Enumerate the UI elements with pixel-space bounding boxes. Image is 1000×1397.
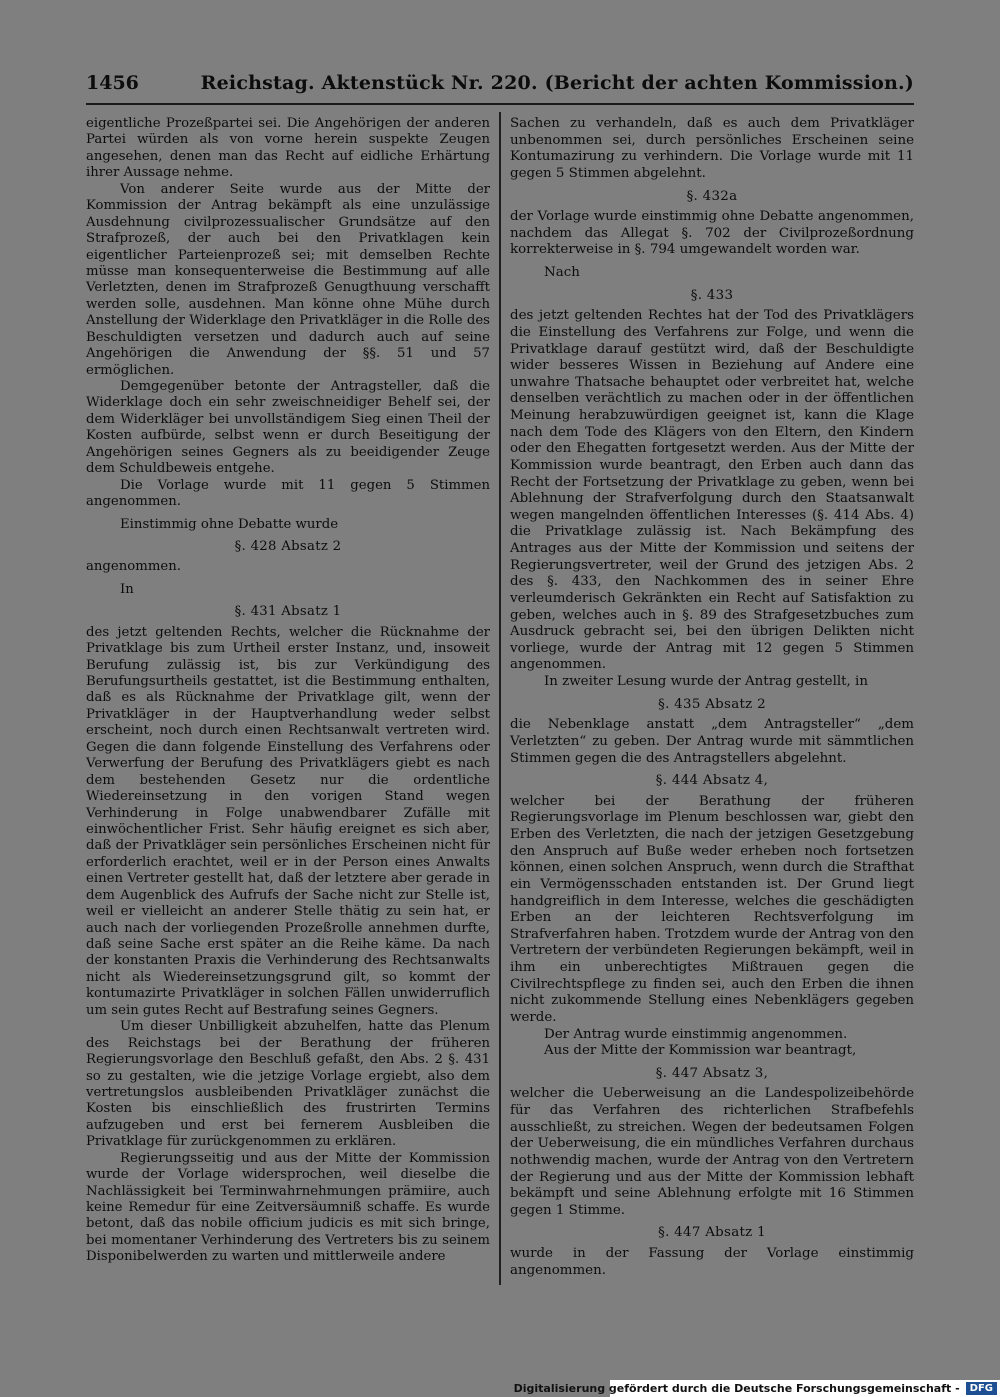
left-column-paragraph: angenommen.: [86, 559, 181, 575]
right-column-paragraph: Sachen zu verhandeln, daß es auch dem Privatkläger unbenommen sei, durch persönliches Erscheinen seine Kontumazirung zu verhindern. Die Vorlage wurde mit 11 gegen 5 Stimmen abgelehnt.: [510, 116, 914, 181]
page-number: 1456: [86, 72, 139, 94]
right-column-paragraph: die Nebenklage anstatt „dem Antragsteller“ „dem Verletzten“ zu geben. Der Antrag wurde mit sämmtlichen Stimmen gegen die des Antragstellers abgelehnt.: [510, 717, 914, 766]
section-heading: §. 444 Absatz 4,: [655, 773, 769, 789]
left-column-paragraph: Um dieser Unbilligkeit abzuhelfen, hatte das Plenum des Reichstags bei der Berathung der früheren Regierungsvorlage den Beschluß gefaßt, den Abs. 2 §. 431 so zu gestalten, wie die jetzige Vorlage ergiebt, also dem vertretungslos ausbleibenden Privatkläger zunächst die Kosten bis einschließlich des frustrirten Termins aufzugeben und erst bei fernerem Ausbleiben die Privatklage für zurückgenommen zu erklären.: [86, 1019, 490, 1150]
left-column-paragraph: des jetzt geltenden Rechts, welcher die Rücknahme der Privatklage bis zum Urtheil erster Instanz, und, insoweit Berufung zulässig ist, bis zur Verkündigung des Berufungsurtheils gestattet, ist die Bestimmung enthalten, daß es als Rücknahme der Privatklage gilt, wenn der Privatkläger in der Hauptverhandlung weder selbst erscheint, noch durch einen Rechtsanwalt vertreten wird. Gegen die dann folgende Einstellung des Verfahrens oder Verwerfung der Berufung des Privatklägers giebt es nach dem bestehenden Gesetz nur die ordentliche Wiedereinsetzung in den vorigen Stand wegen Verhinderung in Folge unabwendbarer Zufälle mit einwöchentlicher Frist. Sehr häufig ereignet es sich aber, daß der Privatkläger sein persönliches Erscheinen nicht für erforderlich erachtet, weil er in der Person eines Anwalts einen Vertreter gestellt hat, daß der letztere aber gerade in dem Augenblick des Aufrufs der Sache nicht zur Stelle ist, weil er vielleicht an anderer Stelle thätig zu sein hat, er auch nach der vorliegenden Prozeßrolle annehmen durfte, daß seine Sache erst später an die Reihe käme. Da nach der konstanten Praxis die Verhinderung des Rechtsanwalts nicht als Wiedereinsetzungsgrund gilt, so kommt der kontumazirte Privatkläger in solchen Fällen unwiderruflich um sein gutes Recht auf Bestrafung seines Gegners.: [86, 624, 490, 1018]
section-heading: §. 447 Absatz 3,: [655, 1065, 769, 1081]
column-divider: [499, 112, 501, 1285]
right-column-paragraph: welcher bei der Berathung der früheren Regierungsvorlage im Plenum beschlossen war, giebt den Erben des Verletzten, die nach der jetzigen Gesetzgebung den Anspruch auf Buße weder erheben noch fortsetzen können, einen solchen Anspruch, wenn durch die Strafthat ein Vermögensschaden entstanden ist. Der Grund liegt handgreiflich in dem Interesse, welches die geschädigten Erben an der leichteren Rechtsverfolgung im Strafverfahren haben. Trotzdem wurde der Antrag von den Vertretern der verbündeten Regierungen bekämpft, weil in ihm ein unberechtigtes Mißtrauen gegen die Civilrechtspflege zu finden sei, auch den Erben die ihnen nicht zukommende Stellung eines Nebenklägers gegeben werde.: [510, 793, 914, 1025]
left-column-paragraph: eigentliche Prozeßpartei sei. Die Angehörigen der anderen Partei würden als von vorne herein suspekte Zeugen angesehen, denen man das Recht auf eidliche Erhärtung ihrer Aussage nehme.: [86, 116, 490, 181]
right-column-paragraph: der Vorlage wurde einstimmig ohne Debatte angenommen, nachdem das Allegat §. 702 der Civilprozeßordnung korrekterweise in §. 794 umgewandelt worden war.: [510, 209, 914, 258]
dfg-logo-icon: DFG: [966, 1382, 997, 1395]
running-head: Reichstag. Aktenstück Nr. 220. (Bericht der achten Kommission.): [200, 72, 914, 94]
right-column-paragraph: welcher die Ueberweisung an die Landespolizeibehörde für das Verfahren des richterlichen Strafbefehls ausschließt, zu streichen. Wegen der bedeutsamen Folgen der Ueberweisung, die ein mündliches Verfahren durchaus nothwendig machen, wurde der Antrag von den Vertretern der Regierung und aus der Mitte der Kommission lebhaft bekämpft und seine Ablehnung erfolgte mit 16 Stimmen gegen 1 Stimme.: [510, 1086, 914, 1218]
left-column-paragraph: In: [120, 581, 134, 597]
left-column-paragraph: Einstimmig ohne Debatte wurde: [120, 516, 339, 532]
left-column-paragraph: Von anderer Seite wurde aus der Mitte der Kommission der Antrag bekämpft als eine unzulässige Ausdehnung civilprozessualischer Grundsätze auf den Strafprozeß, der auch bei den Privatklagen kein eigentlicher Parteienprozeß sei; mit demselben Rechte müsse man konsequenterweise die Bestimmung auf alle Verletzten, denen im Strafprozeß Genugthuung verschafft werden solle, ausdehnen. Man könne ohne Mühe durch Anstellung der Widerklage den Privatkläger in die Rolle des Beschuldigten versetzen und dadurch auch auf seine Angehörigen die Anwendung der §§. 51 und 57 ermöglichen.: [86, 181, 490, 378]
left-column-paragraph: Regierungsseitig und aus der Mitte der Kommission wurde der Vorlage widersprochen, weil dieselbe die Nachlässigkeit bei Terminwahrnehmungen prämiire, auch keine Remedur für eine Zeitversäumniß schaffe. Es wurde betont, daß das nobile officium judicis es mit sich bringe, bei momentaner Verhinderung des Vertreters bis zu seinem Disponibelwerden zu warten und mittlerweile andere: [86, 1150, 490, 1265]
section-heading: §. 432a: [686, 188, 738, 204]
right-column-paragraph: Nach: [544, 265, 580, 280]
right-column-paragraph: wurde in der Fassung der Vorlage einstimmig angenommen.: [510, 1246, 914, 1278]
right-column-paragraph: Der Antrag wurde einstimmig angenommen.: [544, 1026, 848, 1042]
section-heading: §. 435 Absatz 2: [658, 696, 766, 712]
left-column-paragraph: Die Vorlage wurde mit 11 gegen 5 Stimmen angenommen.: [86, 477, 490, 510]
section-heading: §. 428 Absatz 2: [234, 538, 342, 554]
right-column-paragraph: des jetzt geltenden Rechtes hat der Tod des Privatklägers die Einstellung des Verfahrens zur Folge, und wenn die Privatklage darauf gestützt wird, daß der Beschuldigte wider besseres Wissen in Beziehung auf Andere eine unwahre Thatsache behauptet oder verbreitet hat, welche denselben verächtlich zu machen oder in der öffentlichen Meinung herabzuwürdigen geeignet ist, kann die Klage nach dem Tode des Klägers von den Eltern, den Kindern oder den Ehegatten fortgesetzt werden. Aus der Mitte der Kommission wurde beantragt, den Erben auch dann das Recht der Fortsetzung der Privatklage zu geben, wenn bei Ablehnung der Strafverfolgung durch den Staatsanwalt wegen mangelnden öffentlichen Interesses (§. 414 Abs. 4) die Privatklage zulässig ist. Nach Bekämpfung des Antrages aus der Mitte der Kommission und seitens der Regierungsvertreter, weil der Grund des jetzigen Abs. 2 des §. 433, den Nachkommen des in seiner Ehre verleumderisch Gekränkten ein Recht auf Satisfaktion zu geben, welches auch in §. 89 des Strafgesetzbuches zum Ausdruck gebracht sei, bei den übrigen Delikten nicht vorliege, wurde der Antrag mit 12 gegen 5 Stimmen angenommen.: [510, 308, 914, 673]
footer-credit: Digitalisierung gefördert durch die Deutsche Forschungsgemeinschaft -: [513, 1382, 960, 1395]
right-column-paragraph: In zweiter Lesung wurde der Antrag gestellt, in: [544, 674, 868, 689]
header-rule: [86, 103, 914, 105]
section-heading: §. 431 Absatz 1: [234, 604, 342, 620]
section-heading: §. 447 Absatz 1: [658, 1225, 766, 1241]
right-column-paragraph: Aus der Mitte der Kommission war beantragt,: [544, 1043, 857, 1059]
page-header: [86, 68, 914, 98]
left-column-paragraph: Demgegenüber betonte der Antragsteller, daß die Widerklage doch ein sehr zweischneidiger Behelf sei, der dem Widerkläger bei unvollständigem Sieg einen Theil der Kosten aufbürde, selbst wenn er durch Beseitigung der Angehörigen seines Gegners als zu beeidigender Zeuge dem Schuldbeweis entgehe.: [86, 379, 490, 477]
left-column: [86, 116, 490, 1266]
section-heading: §. 433: [690, 287, 734, 303]
footer-bar: [513, 1380, 1000, 1397]
right-column: [510, 116, 914, 1279]
